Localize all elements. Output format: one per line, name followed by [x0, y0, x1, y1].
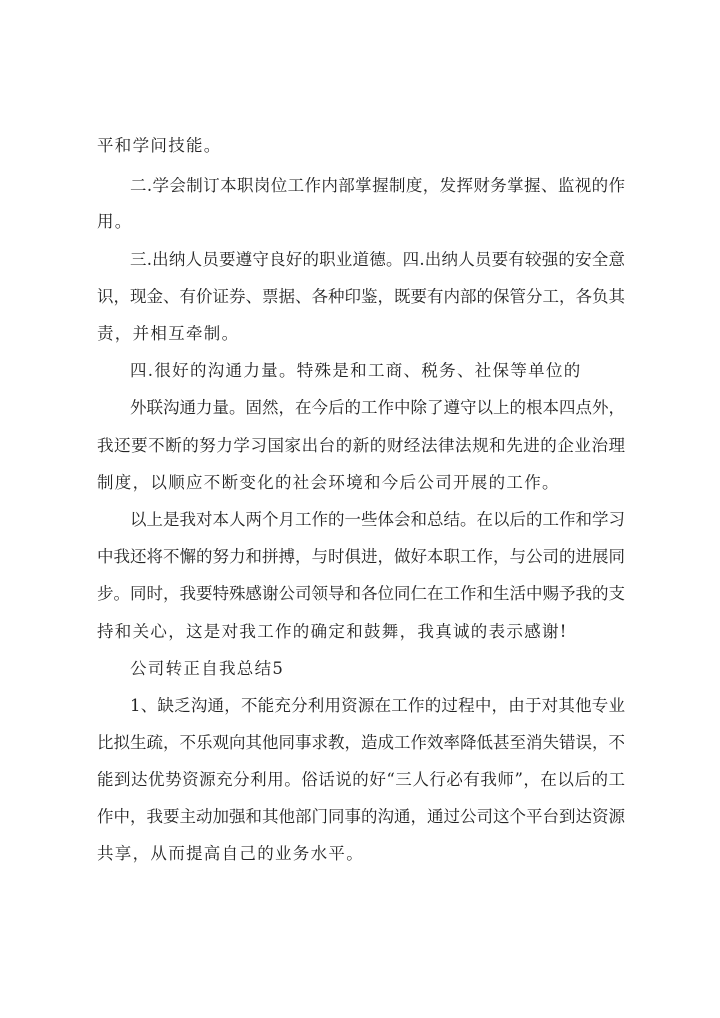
- text-line: 我还要不断的努力学习国家出台的新的财经法律法规和先进的企业治理: [97, 436, 625, 455]
- text-line: 四.很好的沟通力量。特殊是和工商、税务、社保等单位的: [130, 361, 582, 380]
- text-line: 平和学问技能。: [97, 136, 222, 155]
- text-line: 1、缺乏沟通，不能充分利用资源在工作的过程中，由于对其他专业: [130, 696, 625, 715]
- text-line: 责，并相互牵制。: [97, 324, 240, 343]
- section-heading: 公司转正自我总结5: [130, 659, 285, 678]
- text-line: 识，现金、有价证券、票据、各种印鉴，既要有内部的保管分工，各负其: [97, 287, 625, 306]
- text-line: 共享，从而提高自己的业务水平。: [97, 844, 364, 863]
- text-line: 二.学会制订本职岗位工作内部掌握制度，发挥财务掌握、监视的作: [130, 176, 625, 195]
- text-line: 持和关心，这是对我工作的确定和鼓舞，我真诚的表示感谢!: [97, 622, 568, 641]
- text-line: 作中，我要主动加强和其他部门同事的沟通，通过公司这个平台到达资源: [97, 807, 625, 826]
- text-line: 以上是我对本人两个月工作的一些体会和总结。在以后的工作和学习: [130, 510, 625, 529]
- text-line: 三.出纳人员要遵守良好的职业道德。四.出纳人员要有较强的安全意: [130, 250, 625, 269]
- text-line: 步。同时，我要特殊感谢公司领导和各位同仁在工作和生活中赐予我的支: [97, 584, 625, 603]
- text-line: 用。: [97, 212, 133, 231]
- text-line: 能到达优势资源充分利用。俗话说的好“三人行必有我师”，在以后的工: [97, 770, 625, 789]
- text-line: 比拟生疏，不乐观向其他同事求教，造成工作效率降低甚至消失错误，不: [97, 733, 625, 752]
- text-line: 中我还将不懈的努力和拼搏，与时俱进，做好本职工作，与公司的进展同: [97, 547, 625, 566]
- text-line: 制度，以顺应不断变化的社会环境和今后公司开展的工作。: [97, 473, 560, 492]
- text-line: 外联沟通力量。固然，在今后的工作中除了遵守以上的根本四点外，: [130, 398, 625, 417]
